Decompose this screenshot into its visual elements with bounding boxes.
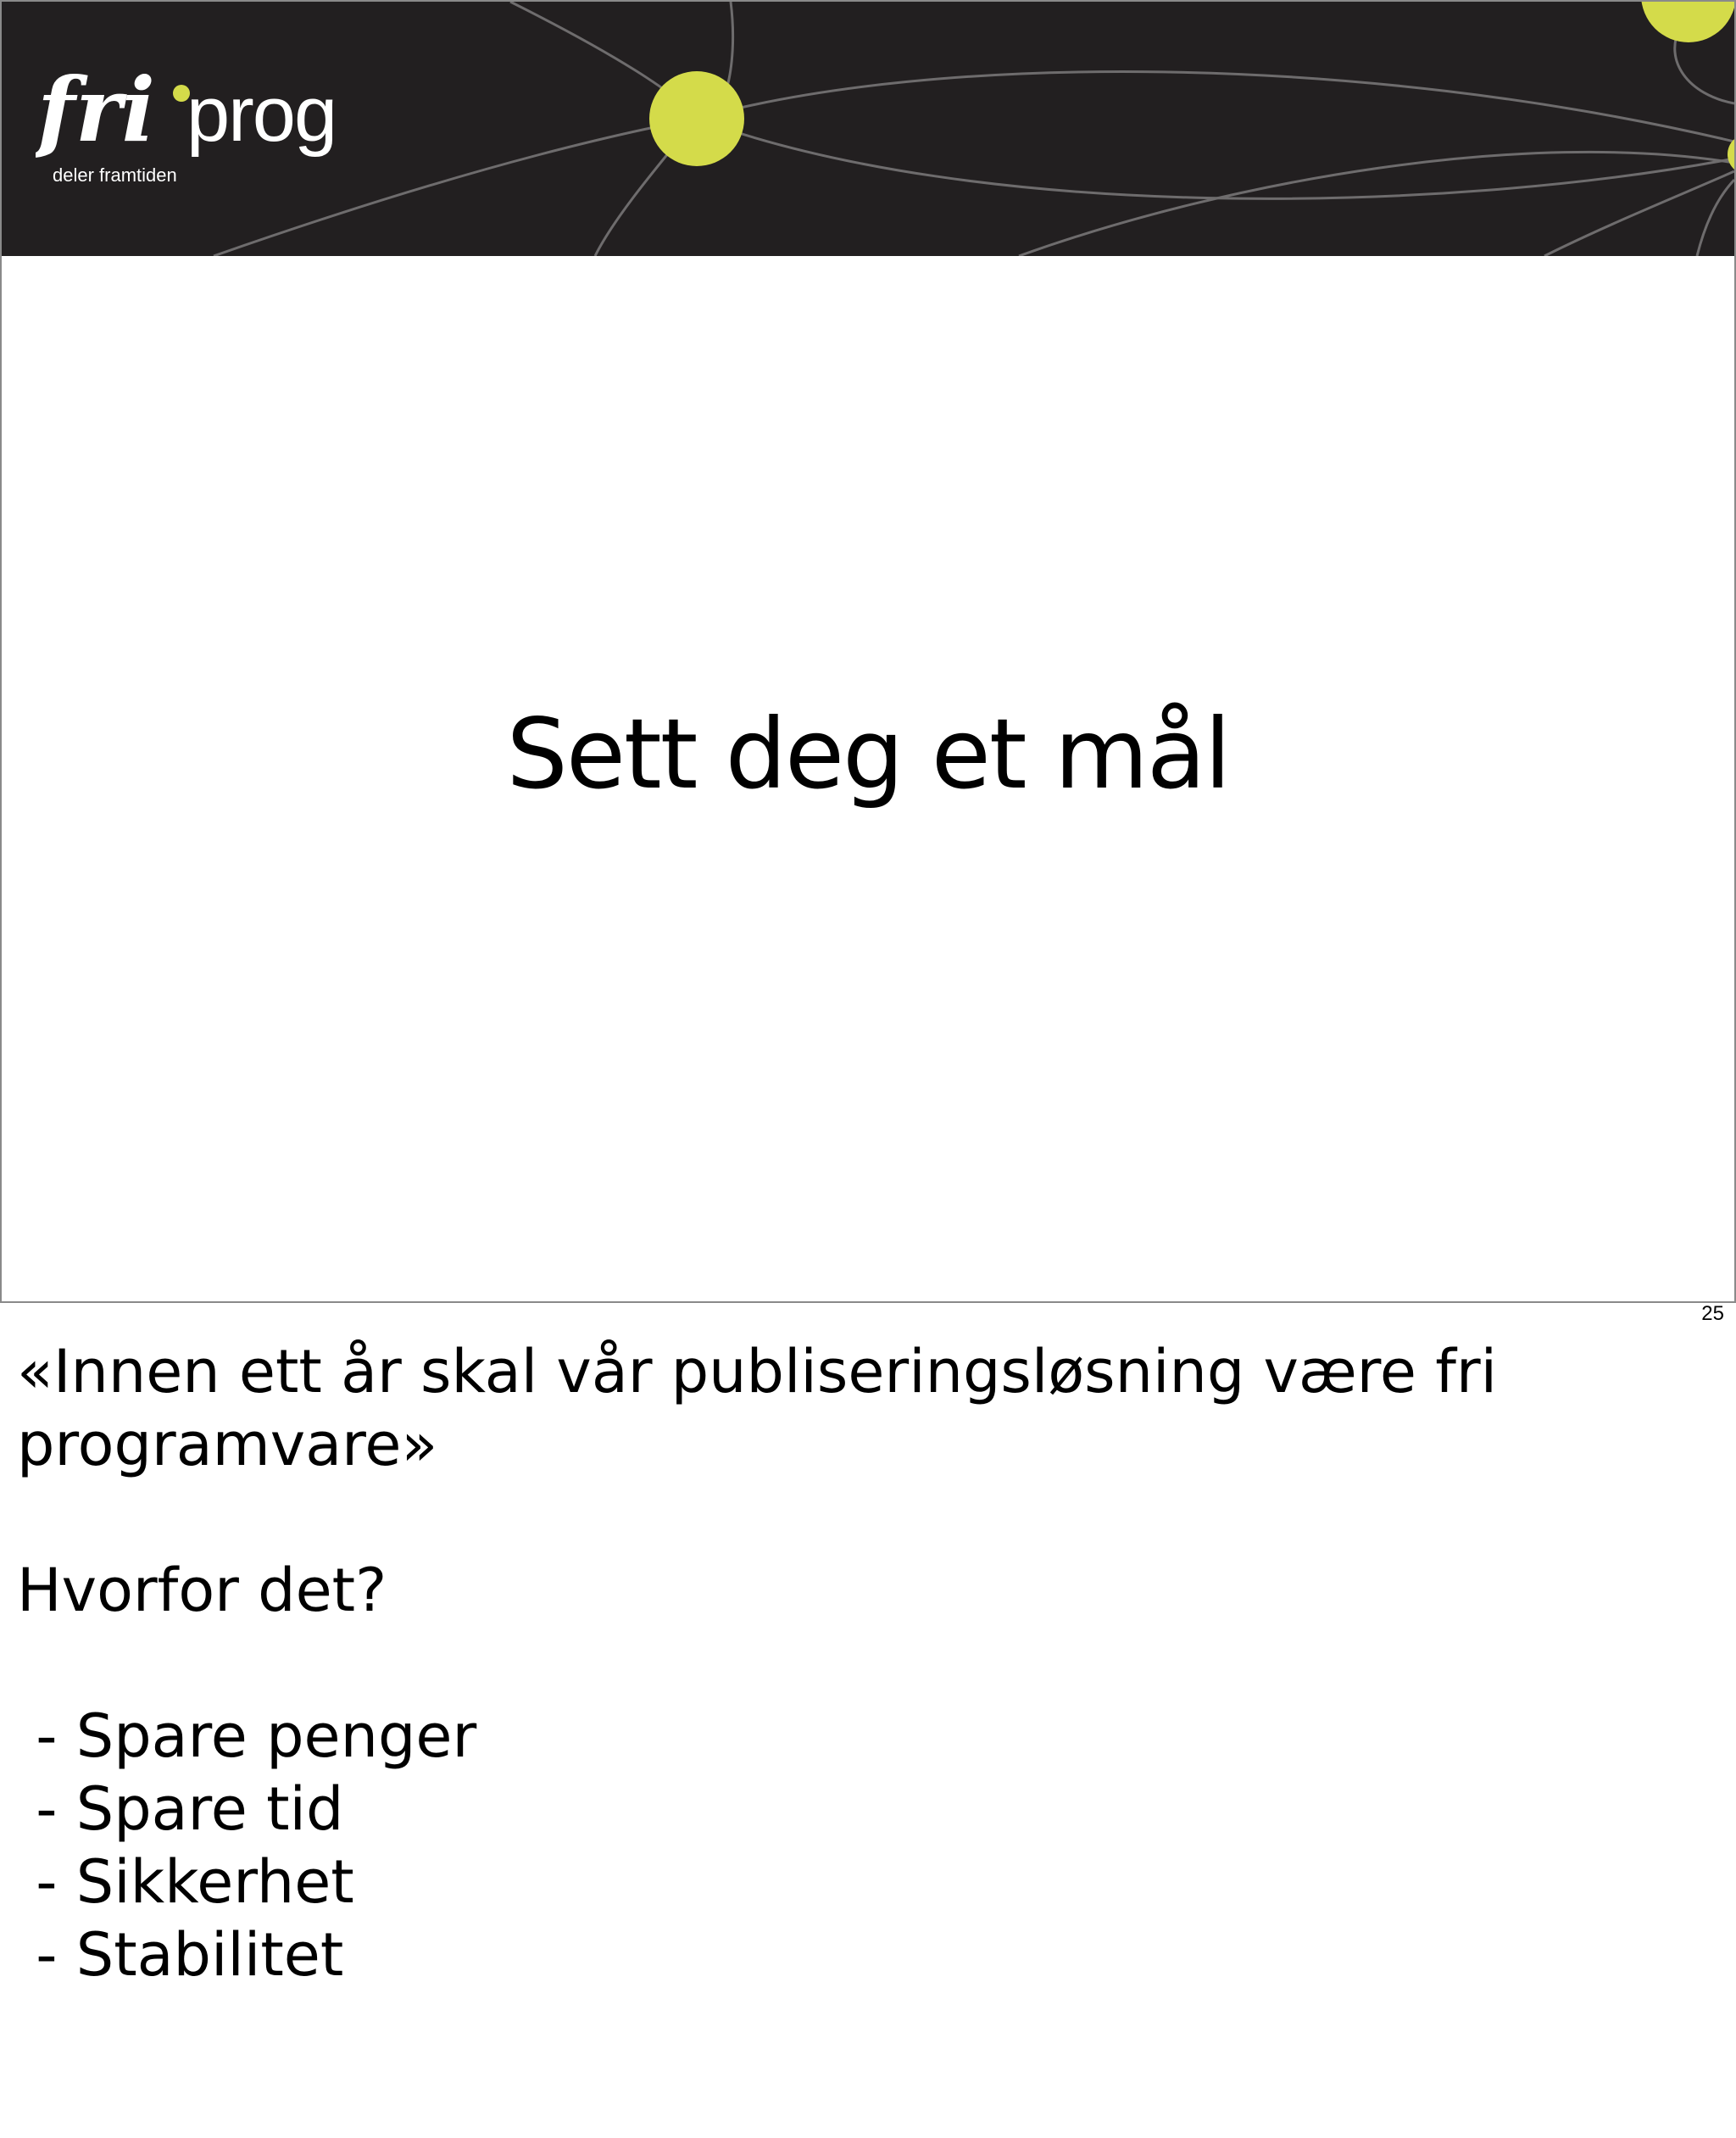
notes-quote-line-1: «Innen ett år skal vår publiseringsløsning være fri bbox=[17, 1337, 1498, 1406]
friprog-wordmark bbox=[36, 53, 358, 163]
notes-blank-line bbox=[17, 1481, 1712, 1554]
notes-reason-item: - Spare tid bbox=[17, 1774, 344, 1844]
speaker-notes bbox=[17, 1335, 1712, 1991]
header-banner bbox=[2, 2, 1734, 256]
logo-fri-text: fri bbox=[37, 58, 156, 162]
notes-reason-item: - Spare penger bbox=[17, 1701, 477, 1771]
logo-prog-text: prog bbox=[186, 71, 337, 158]
notes-question: Hvorfor det? bbox=[17, 1556, 387, 1625]
logo-tagline: deler framtiden bbox=[53, 164, 177, 186]
notes-quote-line-2: programvare» bbox=[17, 1410, 438, 1479]
notes-reason-item: - Stabilitet bbox=[17, 1920, 344, 1990]
notes-blank-line bbox=[17, 1627, 1712, 1700]
page-number: 25 bbox=[1701, 1302, 1724, 1325]
slide-title: Sett deg et mål bbox=[506, 698, 1230, 810]
decorative-dot bbox=[1641, 2, 1734, 42]
decorative-dot bbox=[649, 71, 744, 166]
friprog-logo bbox=[36, 53, 358, 197]
notes-reason-item: - Sikkerhet bbox=[17, 1847, 354, 1917]
